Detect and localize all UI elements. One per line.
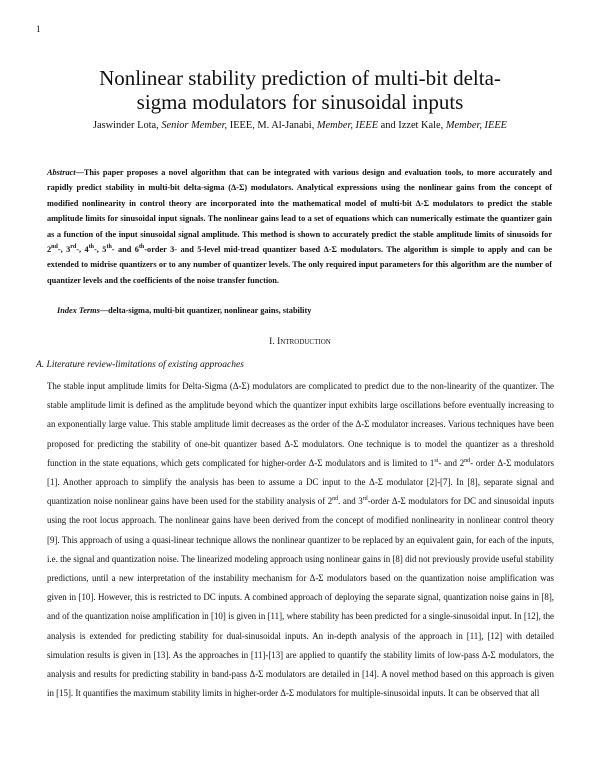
- title-line-1: Nonlinear stability prediction of multi-bit delta-: [99, 66, 501, 90]
- superscript: nd: [464, 457, 471, 464]
- subsection-heading: A. Literature review-limitations of existing approaches: [36, 360, 244, 370]
- body-text: -order Δ-Σ modulators for DC and sinusoidal inputs using the root locus approach. The nonlinear gains have been derived from the concept of modified nonlinearity in nonlinear control theory [9]. This approach of using a quasi-linear technique allows the nonlinear quantizer to be replaced by an equivalent gain, for each of the inputs, i.e. the signal and quantization noise. The linearized modeling approach using nonlinear gains in [8] did not previously provide useful stability predictions, until a new interpretation of the instability mechanism for Δ-Σ modulators based on the quantization noise amplification was given in [10]. However, this is restricted to DC inputs. A combined approach of deploying the separate signal, quantization noise gains in [8], and of the quantization noise amplification in [10] is given in [11], where stability has been predicted for a single-sinusoidal input. In [12], the analysis is extended for predicting stability for dual-sinusoidal inputs. An in-depth analysis of the approach in [11], [12] with detailed simulation results is given in [13]. As the approaches in [11]-[13] are applied to quantify the stability limits of low-pass Δ-Σ modulators, the analysis and results for predicting stability in band-pass Δ-Σ modulators are detailed in [14]. A novel method based on this approach is given in [15]. It quantifies the maximum stability limits in higher-order Δ-Σ modulators for multiple-sinusoidal inputs. It can be observed that all: [47, 496, 554, 699]
- superscript: th: [88, 244, 95, 251]
- section-number: I.: [269, 337, 278, 347]
- index-terms-text: —delta-sigma, multi-bit quantizer, nonlinear gains, stability: [99, 306, 312, 315]
- author-list: [40, 119, 560, 132]
- author-3: and Izzet Kale,: [378, 120, 446, 131]
- author-2-role: Member, IEEE: [316, 120, 379, 131]
- superscript: nd: [332, 496, 339, 503]
- index-terms: [57, 305, 552, 317]
- abstract-text: - and 6: [111, 245, 139, 255]
- section-heading: [40, 336, 560, 348]
- superscript: st: [434, 457, 439, 464]
- superscript: rd: [70, 244, 77, 251]
- body-text: - and 2: [438, 457, 465, 468]
- author-1: Jaswinder Lota,: [92, 120, 162, 131]
- superscript: th: [138, 244, 145, 251]
- section-title: Introduction: [277, 337, 331, 347]
- abstract-text: -order 3- and 5-level mid-tread quantizer based Δ-Σ modulators. The algorithm is simple to apply and can be extended to midrise quantizers or to any number of quantizer levels. The only required input parameters for this algorithm are the number of quantizer levels and the coefficients of the noise transfer function.: [47, 245, 553, 285]
- abstract-text: -, 3: [57, 245, 71, 255]
- body-text: - order Δ-Σ modulators [1]. Another approach to simplify the analysis has been to assume a DC input to the Δ-Σ modulator [2]-[7]. In [8], separate signal and quantization noise nonlinear gains have been used for the stability analysis of 2: [47, 457, 554, 507]
- title-line-2: sigma modulators for sinusoidal inputs: [136, 90, 464, 114]
- superscript: th: [106, 244, 112, 251]
- abstract: [47, 165, 552, 288]
- author-1-role: Senior Member,: [161, 120, 228, 131]
- body-text: The stable input amplitude limits for Delta-Sigma (Δ-Σ) modulators are complicated to predict due to the non-linearity of the quantizer. The stable amplitude limit is defined as the amplitude beyond which the quantizer input exhibits large oscillations before eventually increasing to an exponentially large value. This stable amplitude limit decreases as the order of the Δ-Σ modulator increases. Various techniques have been proposed for predicting the stability of one-bit quantizer based Δ-Σ modulators. One technique is to model the quantizer as a threshold function in the state equations, which gets complicated for higher-order Δ-Σ modulators and is limited to 1: [47, 381, 554, 468]
- page-number: 1: [36, 24, 41, 34]
- abstract-label: Abstract: [47, 168, 76, 177]
- superscript: rd: [362, 496, 368, 503]
- body-paragraph: [47, 377, 554, 703]
- index-terms-label: Index Terms: [57, 306, 100, 315]
- superscript: nd: [51, 244, 58, 251]
- abstract-text: —This paper proposes a novel algorithm that can be integrated with various design and evaluation tools, to more accurately and rapidly predict stability in multi-bit delta-sigma (Δ-Σ) modulators. Analytical expressions using the nonlinear gains from the concept of modified nonlinearity in control theory are incorporated into the mathematical model of multi-bit Δ-Σ modulators to predict the stable amplitude limits for sinusoidal input signals. The nonlinear gains lead to a set of equations which can numerically estimate the quantizer gain as a function of the input sinusoidal signal amplitude. This method is shown to accurately predict the stable amplitude limits of sinusoids for 2: [47, 168, 552, 255]
- abstract-text: -, 5: [94, 245, 107, 255]
- author-3-role: Member, IEEE: [445, 120, 508, 131]
- abstract-text: -, 4: [76, 245, 89, 255]
- author-2: IEEE, M. Al-Janabi,: [227, 120, 317, 131]
- paper-title: [40, 66, 560, 114]
- body-text: . and 3: [338, 496, 363, 507]
